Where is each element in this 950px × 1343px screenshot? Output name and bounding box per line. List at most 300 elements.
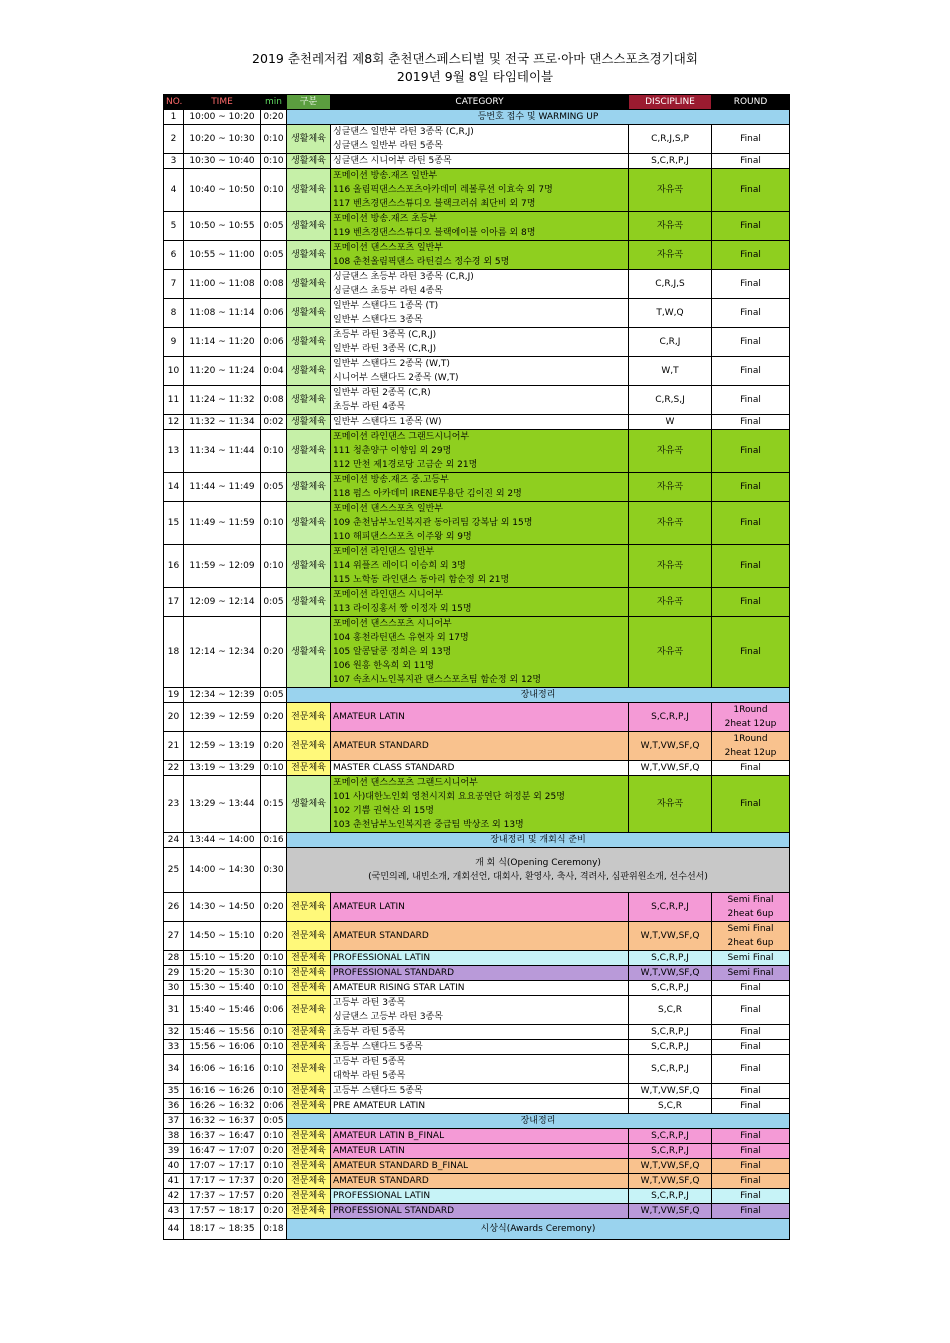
- table-row: [164, 241, 790, 270]
- row-category: [331, 357, 629, 386]
- row-round: [712, 1189, 790, 1204]
- category-line: 115 노학동 라인댄스 동아리 함순정 외 21명: [333, 575, 510, 585]
- row-discipline: W,T,VW,SF,Q: [629, 922, 712, 951]
- row-discipline: W,T,VW,SF,Q: [629, 761, 712, 776]
- category-line: 111 청춘양구 이향임 외 29명: [333, 446, 452, 456]
- round-line: Final: [740, 647, 761, 657]
- row-division: 생활체육: [287, 617, 331, 688]
- row-division: 생활체육: [287, 386, 331, 415]
- row-minutes: 0:10: [261, 761, 287, 776]
- row-round: [712, 1144, 790, 1159]
- round-line: Final: [740, 482, 761, 492]
- row-division: 생활체육: [287, 169, 331, 212]
- row-number: 22: [164, 761, 184, 776]
- row-number: 31: [164, 996, 184, 1025]
- row-category: [331, 703, 629, 732]
- table-row: [164, 1025, 790, 1040]
- row-category: [331, 966, 629, 981]
- category-line: 114 위플즈 레이디 이승희 외 3명: [333, 561, 466, 571]
- category-line: AMATEUR STANDARD B_FINAL: [333, 1161, 469, 1171]
- round-line: Final: [740, 1191, 761, 1201]
- row-category: [331, 1025, 629, 1040]
- row-round: [712, 588, 790, 617]
- row-discipline: 자유곡: [629, 545, 712, 588]
- title-block: [0, 50, 950, 86]
- row-time: 11:34 ~ 11:44: [184, 430, 261, 473]
- table-row: [164, 1099, 790, 1114]
- round-line: Final: [740, 395, 761, 405]
- row-time: 11:49 ~ 11:59: [184, 502, 261, 545]
- row-time: 15:56 ~ 16:06: [184, 1040, 261, 1055]
- table-row: [164, 299, 790, 328]
- row-time: 11:00 ~ 11:08: [184, 270, 261, 299]
- row-round: [712, 386, 790, 415]
- table-row: [164, 328, 790, 357]
- row-time: 10:55 ~ 11:00: [184, 241, 261, 270]
- round-line: Final: [740, 446, 761, 456]
- row-number: 23: [164, 776, 184, 833]
- row-minutes: 0:08: [261, 386, 287, 415]
- row-time: 17:37 ~ 17:57: [184, 1189, 261, 1204]
- row-discipline: C,R,J,S,P: [629, 125, 712, 154]
- row-category: [331, 1174, 629, 1189]
- row-minutes: 0:20: [261, 703, 287, 732]
- row-category: [331, 617, 629, 688]
- row-number: 26: [164, 893, 184, 922]
- section-banner: [287, 1219, 790, 1240]
- round-heat-line: 2heat 6up: [727, 938, 774, 948]
- row-round: [712, 1099, 790, 1114]
- row-minutes: 0:20: [261, 732, 287, 761]
- row-division: 전문체육: [287, 981, 331, 996]
- row-minutes: 0:05: [261, 588, 287, 617]
- round-line: Final: [740, 763, 761, 773]
- row-round: [712, 299, 790, 328]
- row-time: 10:20 ~ 10:30: [184, 125, 261, 154]
- row-category: [331, 951, 629, 966]
- row-time: 12:39 ~ 12:59: [184, 703, 261, 732]
- category-line: 포메이션 방송.재즈 중.고등부: [333, 475, 449, 485]
- row-time: 16:37 ~ 16:47: [184, 1129, 261, 1144]
- table-row: [164, 951, 790, 966]
- col-header-no: NO.: [164, 95, 184, 110]
- row-number: 38: [164, 1129, 184, 1144]
- category-line: 시니어부 스탠다드 2종목 (W,T): [333, 373, 459, 383]
- row-time: 15:20 ~ 15:30: [184, 966, 261, 981]
- category-line: 119 벤츠경댄스스튜디오 블랙에이블 이아름 외 8명: [333, 228, 536, 238]
- banner-text: 장내정리: [520, 690, 556, 700]
- category-line: 102 기쁨 권혁산 외 15명: [333, 806, 434, 816]
- row-time: 15:30 ~ 15:40: [184, 981, 261, 996]
- row-time: 13:29 ~ 13:44: [184, 776, 261, 833]
- row-discipline: C,R,J: [629, 328, 712, 357]
- row-division: 생활체육: [287, 357, 331, 386]
- row-division: 생활체육: [287, 588, 331, 617]
- table-row: [164, 1219, 790, 1240]
- row-category: [331, 1084, 629, 1099]
- row-minutes: 0:20: [261, 1174, 287, 1189]
- row-number: 9: [164, 328, 184, 357]
- document-subtitle: 2019년 9월 8일 타임테이블: [396, 69, 554, 84]
- round-heat-line: 2heat 12up: [724, 719, 777, 729]
- row-round: [712, 996, 790, 1025]
- table-row: [164, 1189, 790, 1204]
- row-time: 11:24 ~ 11:32: [184, 386, 261, 415]
- table-row: [164, 1055, 790, 1084]
- row-round: [712, 893, 790, 922]
- row-round: [712, 1040, 790, 1055]
- row-minutes: 0:16: [261, 833, 287, 848]
- row-number: 6: [164, 241, 184, 270]
- row-minutes: 0:10: [261, 981, 287, 996]
- row-round: [712, 981, 790, 996]
- row-division: 생활체육: [287, 212, 331, 241]
- round-line: Final: [740, 1131, 761, 1141]
- row-discipline: W: [629, 415, 712, 430]
- row-number: 17: [164, 588, 184, 617]
- row-discipline: W,T,VW,SF,Q: [629, 1204, 712, 1219]
- row-minutes: 0:10: [261, 430, 287, 473]
- row-discipline: 자유곡: [629, 430, 712, 473]
- round-line: Final: [740, 308, 761, 318]
- round-line: Final: [740, 1086, 761, 1096]
- row-discipline: T,W,Q: [629, 299, 712, 328]
- row-minutes: 0:20: [261, 1144, 287, 1159]
- row-category: [331, 125, 629, 154]
- banner-text: 장내정리 및 개회식 준비: [490, 835, 586, 845]
- row-minutes: 0:20: [261, 110, 287, 125]
- row-minutes: 0:06: [261, 299, 287, 328]
- row-minutes: 0:20: [261, 893, 287, 922]
- category-line: 105 알콩달콩 정희은 외 13명: [333, 647, 452, 657]
- row-discipline: 자유곡: [629, 588, 712, 617]
- row-category: [331, 1099, 629, 1114]
- row-discipline: S,C,R,P,J: [629, 154, 712, 169]
- row-number: 11: [164, 386, 184, 415]
- col-header-discipline: DISCIPLINE: [629, 95, 712, 110]
- row-time: 15:10 ~ 15:20: [184, 951, 261, 966]
- row-round: [712, 703, 790, 732]
- round-line: Final: [740, 1176, 761, 1186]
- row-round: [712, 169, 790, 212]
- row-number: 33: [164, 1040, 184, 1055]
- category-line: AMATEUR STANDARD: [333, 1176, 429, 1186]
- row-category: [331, 473, 629, 502]
- row-number: 7: [164, 270, 184, 299]
- category-line: PROFESSIONAL LATIN: [333, 1191, 431, 1201]
- row-discipline: C,R,J,S: [629, 270, 712, 299]
- row-time: 16:06 ~ 16:16: [184, 1055, 261, 1084]
- row-division: 생활체육: [287, 430, 331, 473]
- row-round: [712, 154, 790, 169]
- row-discipline: W,T,VW,SF,Q: [629, 1084, 712, 1099]
- row-division: 전문체육: [287, 922, 331, 951]
- col-header-time: TIME: [184, 95, 261, 110]
- row-division: 생활체육: [287, 415, 331, 430]
- row-round: [712, 1129, 790, 1144]
- round-line: 1Round: [733, 734, 768, 744]
- row-number: 44: [164, 1219, 184, 1240]
- col-header-round: ROUND: [712, 95, 790, 110]
- row-round: [712, 1174, 790, 1189]
- timetable-body: [164, 110, 790, 1240]
- row-number: 2: [164, 125, 184, 154]
- row-number: 28: [164, 951, 184, 966]
- round-line: Final: [740, 134, 761, 144]
- round-line: Final: [740, 1027, 761, 1037]
- section-banner: [287, 1114, 790, 1129]
- row-time: 11:20 ~ 11:24: [184, 357, 261, 386]
- row-number: 29: [164, 966, 184, 981]
- row-number: 36: [164, 1099, 184, 1114]
- row-discipline: 자유곡: [629, 212, 712, 241]
- table-row: [164, 893, 790, 922]
- banner-subtext: (국민의례, 내빈소개, 개회선언, 대회사, 환영사, 축사, 격려사, 심판위원소개, 선수선서): [368, 872, 708, 882]
- round-line: Semi Final: [727, 953, 774, 963]
- row-minutes: 0:10: [261, 951, 287, 966]
- row-time: 10:40 ~ 10:50: [184, 169, 261, 212]
- row-number: 14: [164, 473, 184, 502]
- row-number: 5: [164, 212, 184, 241]
- row-minutes: 0:10: [261, 502, 287, 545]
- row-category: [331, 1129, 629, 1144]
- row-round: [712, 761, 790, 776]
- row-division: 전문체육: [287, 1129, 331, 1144]
- category-line: 118 펌스 아카데미 IRENE무용단 김이진 외 2명: [333, 489, 522, 499]
- row-number: 15: [164, 502, 184, 545]
- category-line: 일반부 스탠다드 3종목: [333, 315, 423, 325]
- row-discipline: 자유곡: [629, 473, 712, 502]
- banner-text: 개 회 식(Opening Ceremony): [475, 858, 601, 868]
- row-division: 전문체육: [287, 951, 331, 966]
- row-minutes: 0:06: [261, 996, 287, 1025]
- row-number: 8: [164, 299, 184, 328]
- row-time: 14:50 ~ 15:10: [184, 922, 261, 951]
- row-number: 43: [164, 1204, 184, 1219]
- row-discipline: S,C,R,P,J: [629, 703, 712, 732]
- row-category: [331, 415, 629, 430]
- row-number: 13: [164, 430, 184, 473]
- table-row: [164, 1084, 790, 1099]
- row-minutes: 0:20: [261, 617, 287, 688]
- category-line: 103 춘천남부노인복지관 중급팀 박상조 외 13명: [333, 820, 524, 830]
- row-number: 16: [164, 545, 184, 588]
- row-time: 17:57 ~ 18:17: [184, 1204, 261, 1219]
- row-round: [712, 1159, 790, 1174]
- category-line: 109 춘천남부노인복지관 동아리팀 강복남 외 15명: [333, 518, 533, 528]
- row-number: 25: [164, 848, 184, 893]
- category-line: 일반부 스탠다드 1종목 (W): [333, 417, 442, 427]
- row-time: 11:32 ~ 11:34: [184, 415, 261, 430]
- category-line: 포메이션 댄스스포츠 일반부: [333, 504, 444, 514]
- banner-text: 시상식(Awards Ceremony): [480, 1224, 596, 1234]
- row-time: 13:19 ~ 13:29: [184, 761, 261, 776]
- category-line: 일반부 라틴 3종목 (C,R,J): [333, 344, 437, 354]
- row-division: 전문체육: [287, 1099, 331, 1114]
- row-time: 16:26 ~ 16:32: [184, 1099, 261, 1114]
- row-category: [331, 1144, 629, 1159]
- row-number: 24: [164, 833, 184, 848]
- row-minutes: 0:10: [261, 1159, 287, 1174]
- timetable: [163, 94, 790, 1240]
- row-discipline: W,T: [629, 357, 712, 386]
- row-division: 생활체육: [287, 328, 331, 357]
- category-line: 싱글댄스 일반부 라틴 5종목: [333, 141, 443, 151]
- table-row: [164, 1114, 790, 1129]
- row-category: [331, 1055, 629, 1084]
- row-minutes: 0:10: [261, 1084, 287, 1099]
- row-discipline: W,T,VW,SF,Q: [629, 966, 712, 981]
- table-row: [164, 981, 790, 996]
- row-number: 34: [164, 1055, 184, 1084]
- row-minutes: 0:10: [261, 125, 287, 154]
- category-line: 일반부 스탠다드 2종목 (W,T): [333, 359, 450, 369]
- row-discipline: S,C,R: [629, 996, 712, 1025]
- row-time: 12:14 ~ 12:34: [184, 617, 261, 688]
- table-row: [164, 776, 790, 833]
- row-time: 10:00 ~ 10:20: [184, 110, 261, 125]
- row-discipline: 자유곡: [629, 169, 712, 212]
- category-line: 107 속초시노인복지관 댄스스포츠팀 함순정 외 12명: [333, 675, 542, 685]
- category-line: AMATEUR STANDARD: [333, 741, 429, 751]
- category-line: 포메이션 댄스스포츠 그랜드시니어부: [333, 778, 478, 788]
- row-discipline: 자유곡: [629, 617, 712, 688]
- row-category: [331, 732, 629, 761]
- row-discipline: 자유곡: [629, 502, 712, 545]
- row-time: 11:14 ~ 11:20: [184, 328, 261, 357]
- table-row: [164, 848, 790, 893]
- row-minutes: 0:10: [261, 1040, 287, 1055]
- section-banner: [287, 110, 790, 125]
- row-division: 전문체육: [287, 1189, 331, 1204]
- round-line: Final: [740, 983, 761, 993]
- row-minutes: 0:15: [261, 776, 287, 833]
- row-round: [712, 357, 790, 386]
- row-round: [712, 951, 790, 966]
- category-line: AMATEUR RISING STAR LATIN: [333, 983, 465, 993]
- category-line: 싱글댄스 고등부 라틴 3종목: [333, 1012, 443, 1022]
- row-time: 12:34 ~ 12:39: [184, 688, 261, 703]
- row-category: [331, 1204, 629, 1219]
- row-division: 전문체육: [287, 703, 331, 732]
- table-row: [164, 732, 790, 761]
- round-line: Final: [740, 221, 761, 231]
- category-line: 포메이션 라인댄스 일반부: [333, 547, 435, 557]
- round-line: Final: [740, 1005, 761, 1015]
- category-line: 일반부 스탠다드 1종목 (T): [333, 301, 439, 311]
- row-discipline: S,C,R,P,J: [629, 951, 712, 966]
- row-category: [331, 386, 629, 415]
- row-division: 전문체육: [287, 1204, 331, 1219]
- row-minutes: 0:10: [261, 966, 287, 981]
- round-line: Final: [740, 1146, 761, 1156]
- row-round: [712, 1084, 790, 1099]
- row-round: [712, 922, 790, 951]
- category-line: 고등부 라틴 5종목: [333, 1057, 406, 1067]
- table-row: [164, 154, 790, 169]
- row-number: 39: [164, 1144, 184, 1159]
- category-line: 싱글댄스 초등부 라틴 4종목: [333, 286, 443, 296]
- row-number: 12: [164, 415, 184, 430]
- row-number: 32: [164, 1025, 184, 1040]
- category-line: PROFESSIONAL STANDARD: [333, 1206, 455, 1216]
- row-division: 전문체육: [287, 966, 331, 981]
- round-line: Final: [740, 185, 761, 195]
- row-time: 13:44 ~ 14:00: [184, 833, 261, 848]
- header-row: [164, 95, 790, 110]
- row-round: [712, 473, 790, 502]
- row-category: [331, 169, 629, 212]
- table-row: [164, 212, 790, 241]
- category-line: 포메이션 댄스스포츠 일반부: [333, 243, 444, 253]
- row-minutes: 0:02: [261, 415, 287, 430]
- round-line: Final: [740, 799, 761, 809]
- table-row: [164, 1204, 790, 1219]
- row-round: [712, 545, 790, 588]
- row-discipline: S,C,R,P,J: [629, 1025, 712, 1040]
- row-division: 생활체육: [287, 776, 331, 833]
- row-division: 전문체육: [287, 1159, 331, 1174]
- category-line: 108 춘천올림픽댄스 라틴걸스 정수경 외 5명: [333, 257, 510, 267]
- category-line: 117 벤츠경댄스스튜디오 블랙크러쉬 최단비 외 7명: [333, 199, 536, 209]
- banner-text: 장내정리: [520, 1116, 556, 1126]
- row-division: 전문체육: [287, 1174, 331, 1189]
- row-round: [712, 966, 790, 981]
- table-row: [164, 761, 790, 776]
- col-header-min: min: [261, 95, 287, 110]
- row-category: [331, 241, 629, 270]
- category-line: AMATEUR STANDARD: [333, 931, 429, 941]
- category-line: 101 사)대한노인회 영천시지회 요요공연단 허정분 외 25명: [333, 792, 565, 802]
- row-time: 17:07 ~ 17:17: [184, 1159, 261, 1174]
- category-line: 싱글댄스 초등부 라틴 3종목 (C,R,J): [333, 272, 474, 282]
- row-number: 41: [164, 1174, 184, 1189]
- row-number: 21: [164, 732, 184, 761]
- row-category: [331, 212, 629, 241]
- row-number: 4: [164, 169, 184, 212]
- round-line: Final: [740, 1064, 761, 1074]
- row-category: [331, 893, 629, 922]
- row-minutes: 0:30: [261, 848, 287, 893]
- row-round: [712, 1204, 790, 1219]
- row-division: 생활체육: [287, 299, 331, 328]
- round-line: Final: [740, 1161, 761, 1171]
- row-time: 10:30 ~ 10:40: [184, 154, 261, 169]
- row-category: [331, 154, 629, 169]
- row-division: 전문체육: [287, 1040, 331, 1055]
- category-line: 고등부 라틴 3종목: [333, 998, 406, 1008]
- category-line: MASTER CLASS STANDARD: [333, 763, 455, 773]
- row-round: [712, 241, 790, 270]
- row-category: [331, 502, 629, 545]
- category-line: 113 라이징홍서 짱 이정자 외 15명: [333, 604, 472, 614]
- category-line: 초등부 스탠다드 5종목: [333, 1042, 423, 1052]
- category-line: 포메이션 방송.재즈 일반부: [333, 171, 438, 181]
- table-row: [164, 430, 790, 473]
- table-row: [164, 545, 790, 588]
- row-division: 생활체육: [287, 502, 331, 545]
- row-time: 10:50 ~ 10:55: [184, 212, 261, 241]
- row-minutes: 0:10: [261, 1129, 287, 1144]
- category-line: AMATEUR LATIN: [333, 712, 405, 722]
- row-division: 전문체육: [287, 1084, 331, 1099]
- row-division: 전문체육: [287, 1025, 331, 1040]
- table-row: [164, 688, 790, 703]
- row-time: 11:44 ~ 11:49: [184, 473, 261, 502]
- row-category: [331, 1040, 629, 1055]
- table-row: [164, 473, 790, 502]
- category-line: 106 원흥 한옥희 외 11명: [333, 661, 434, 671]
